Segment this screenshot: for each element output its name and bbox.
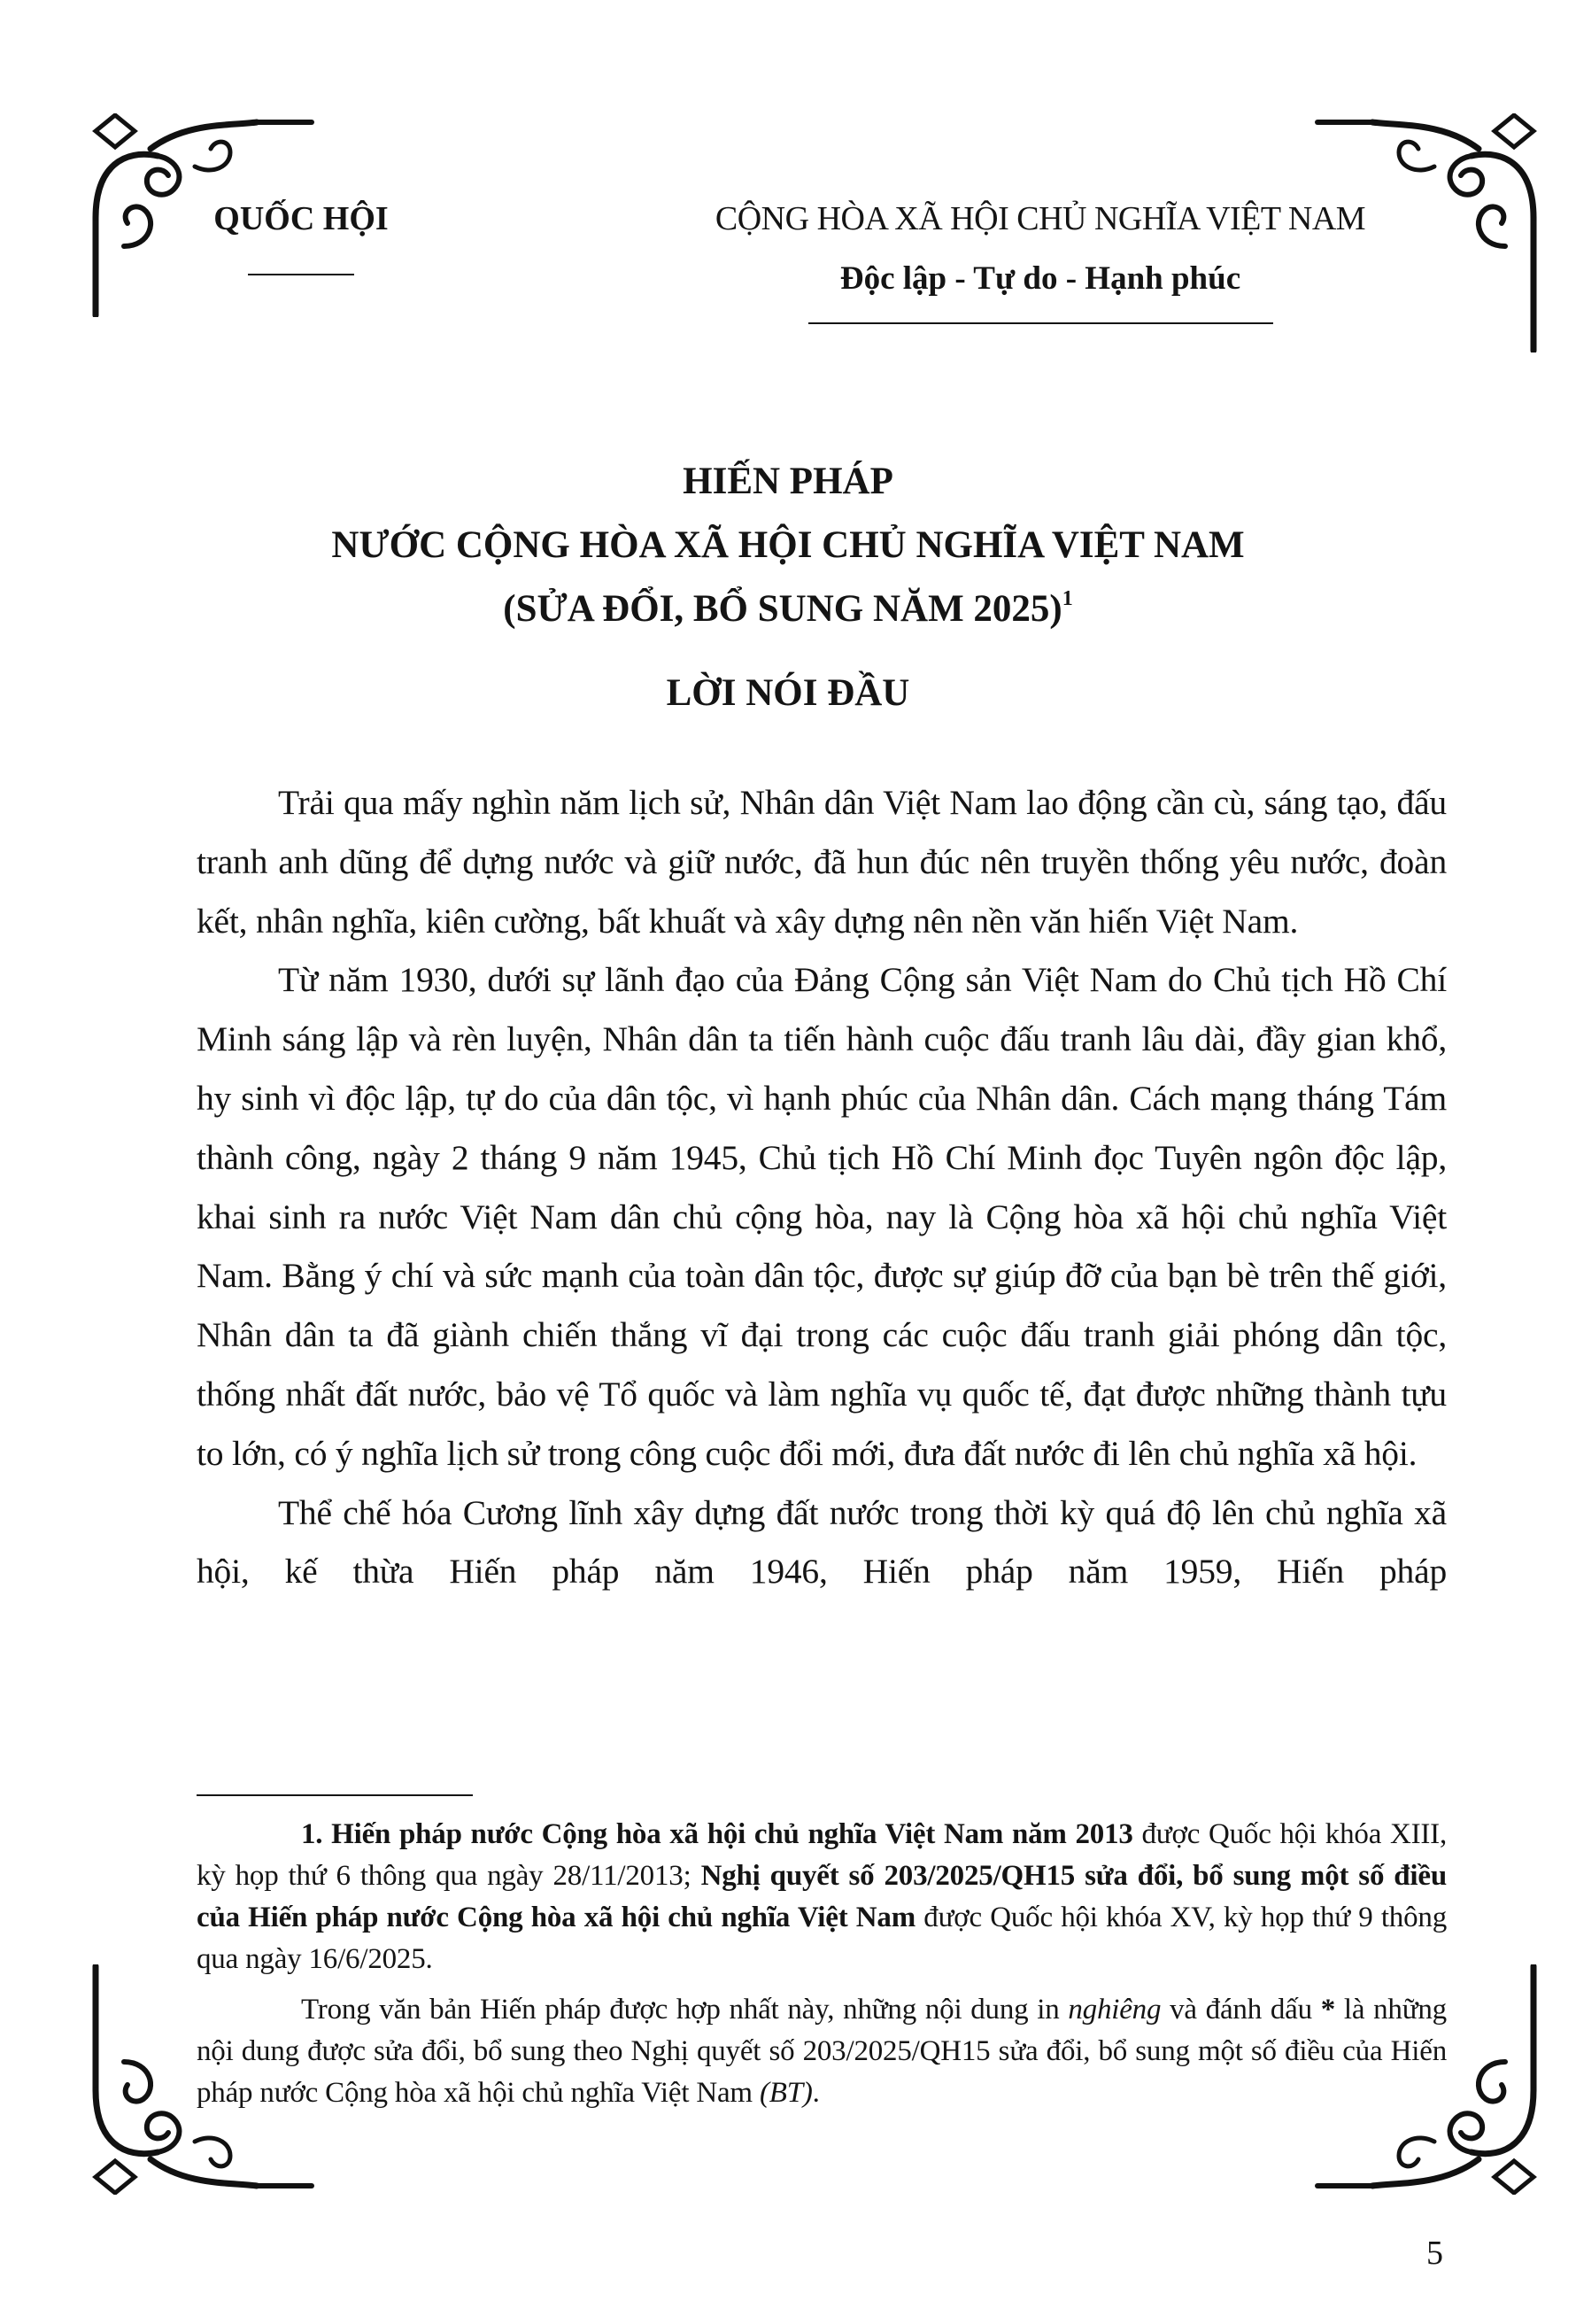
paragraph-2: Từ năm 1930, dưới sự lãnh đạo của Đảng Cộng sản Việt Nam do Chủ tịch Hồ Chí Minh sáng lập và rèn luyện, Nhân dân ta tiến hành cuộc đấu tranh lâu dài, đầy gian khổ, hy sinh vì độc lập, tự do của dân tộc, vì hạnh phúc của Nhân dân. Cách mạng tháng Tám thành công, ngày 2 tháng 9 năm 1945, Chủ tịch Hồ Chí Minh đọc Tuyên ngôn độc lập, khai sinh ra nước Việt Nam dân chủ cộng hòa, nay là Cộng hòa xã hội chủ nghĩa Việt Nam. Bằng ý chí và sức mạnh của toàn dân tộc, được sự giúp đỡ của bạn bè trên thế giới, Nhân dân ta đã giành chiến thắng vĩ đại trong các cuộc đấu tranh giải phóng dân tộc, thống nhất đất nước, bảo vệ Tổ quốc và làm nghĩa vụ quốc tế, đạt được những thành tựu to lớn, có ý nghĩa lịch sử trong công cuộc đổi mới, đưa đất nước đi lên chủ nghĩa xã hội. [197,960,1447,1473]
national-motto-header [673,199,1408,324]
title-line-3 [177,577,1399,641]
footnote-1-text-1: được Quốc hội khóa XIII, kỳ họp thứ 6 thông qua ngày 28/11/2013; [197,1818,1447,1892]
footnote-2-text-1: Trong văn bản Hiến pháp được hợp nhất này, những nội dung in [301,1994,1060,2026]
footnote-2-bt: (BT) [759,2077,813,2109]
footnote-1 [197,1814,1447,1980]
footnote-2-text-3: là những nội dung được sửa đổi, bổ sung theo Nghị quyết số 203/2025/QH15 sửa đổi, bổ sung một số điều của Hiến pháp nước Cộng hòa xã hội chủ nghĩa Việt Nam [197,1994,1447,2109]
document-title [177,450,1399,641]
title-line-1: HIẾN PHÁP [683,461,893,502]
paragraph-3: Thể chế hóa Cương lĩnh xây dựng đất nước trong thời kỳ quá độ lên chủ nghĩa xã hội, kế thừa Hiến pháp năm 1946, Hiến pháp năm 1959, Hiến pháp [197,1492,1447,1592]
footnote-2 [197,1989,1447,2114]
footnote-1-doc-2: Nghị quyết số 203/2025/QH15 sửa đổi, bổ sung một số điều của Hiến pháp nước Cộng hòa xã hội chủ nghĩa Việt Nam [197,1860,1447,1933]
footnote-1-doc-1: Hiến pháp nước Cộng hòa xã hội chủ nghĩa Việt Nam năm 2013 [331,1818,1133,1850]
footnote-separator [197,1794,473,1796]
paragraph-1: Trải qua mấy nghìn năm lịch sử, Nhân dân Việt Nam lao động cần cù, sáng tạo, đấu tranh anh dũng để dựng nước và giữ nước, đã hun đúc nên truyền thống yêu nước, đoàn kết, nhân nghĩa, kiên cường, bất khuất và xây dựng nên nền văn hiến Việt Nam. [197,783,1447,941]
issuer-name: QUỐC HỘI [213,200,389,237]
page-number: 5 [1426,2235,1443,2272]
footnote-reference[interactable]: 1 [1062,587,1073,610]
footnote-1-number: 1. [301,1818,323,1850]
issuer-header [151,199,452,275]
footnote-2-end: . [812,2077,820,2109]
preamble-heading: LỜI NÓI ĐẦU [666,672,910,714]
footnote-1-text-2: được Quốc hội khóa XV, kỳ họp thứ 9 thông qua ngày 16/6/2025. [197,1902,1447,1975]
footnotes [197,1814,1447,2114]
issuer-underline [248,274,354,275]
country-name: CỘNG HÒA XÃ HỘI CHỦ NGHĨA VIỆT NAM [715,200,1366,237]
footnote-2-italic-word: nghiêng [1068,1994,1162,2026]
preamble-body [197,773,1447,1601]
title-line-3-text: (SỬA ĐỔI, BỔ SUNG NĂM 2025) [503,588,1062,630]
motto: Độc lập - Tự do - Hạnh phúc [839,260,1241,297]
footnote-2-asterisk: * [1320,1994,1336,2026]
footnote-2-text-2: và đánh dấu [1170,1994,1312,2026]
title-line-2: NƯỚC CỘNG HÒA XÃ HỘI CHỦ NGHĨA VIỆT NAM [331,524,1245,566]
motto-underline [808,322,1273,324]
